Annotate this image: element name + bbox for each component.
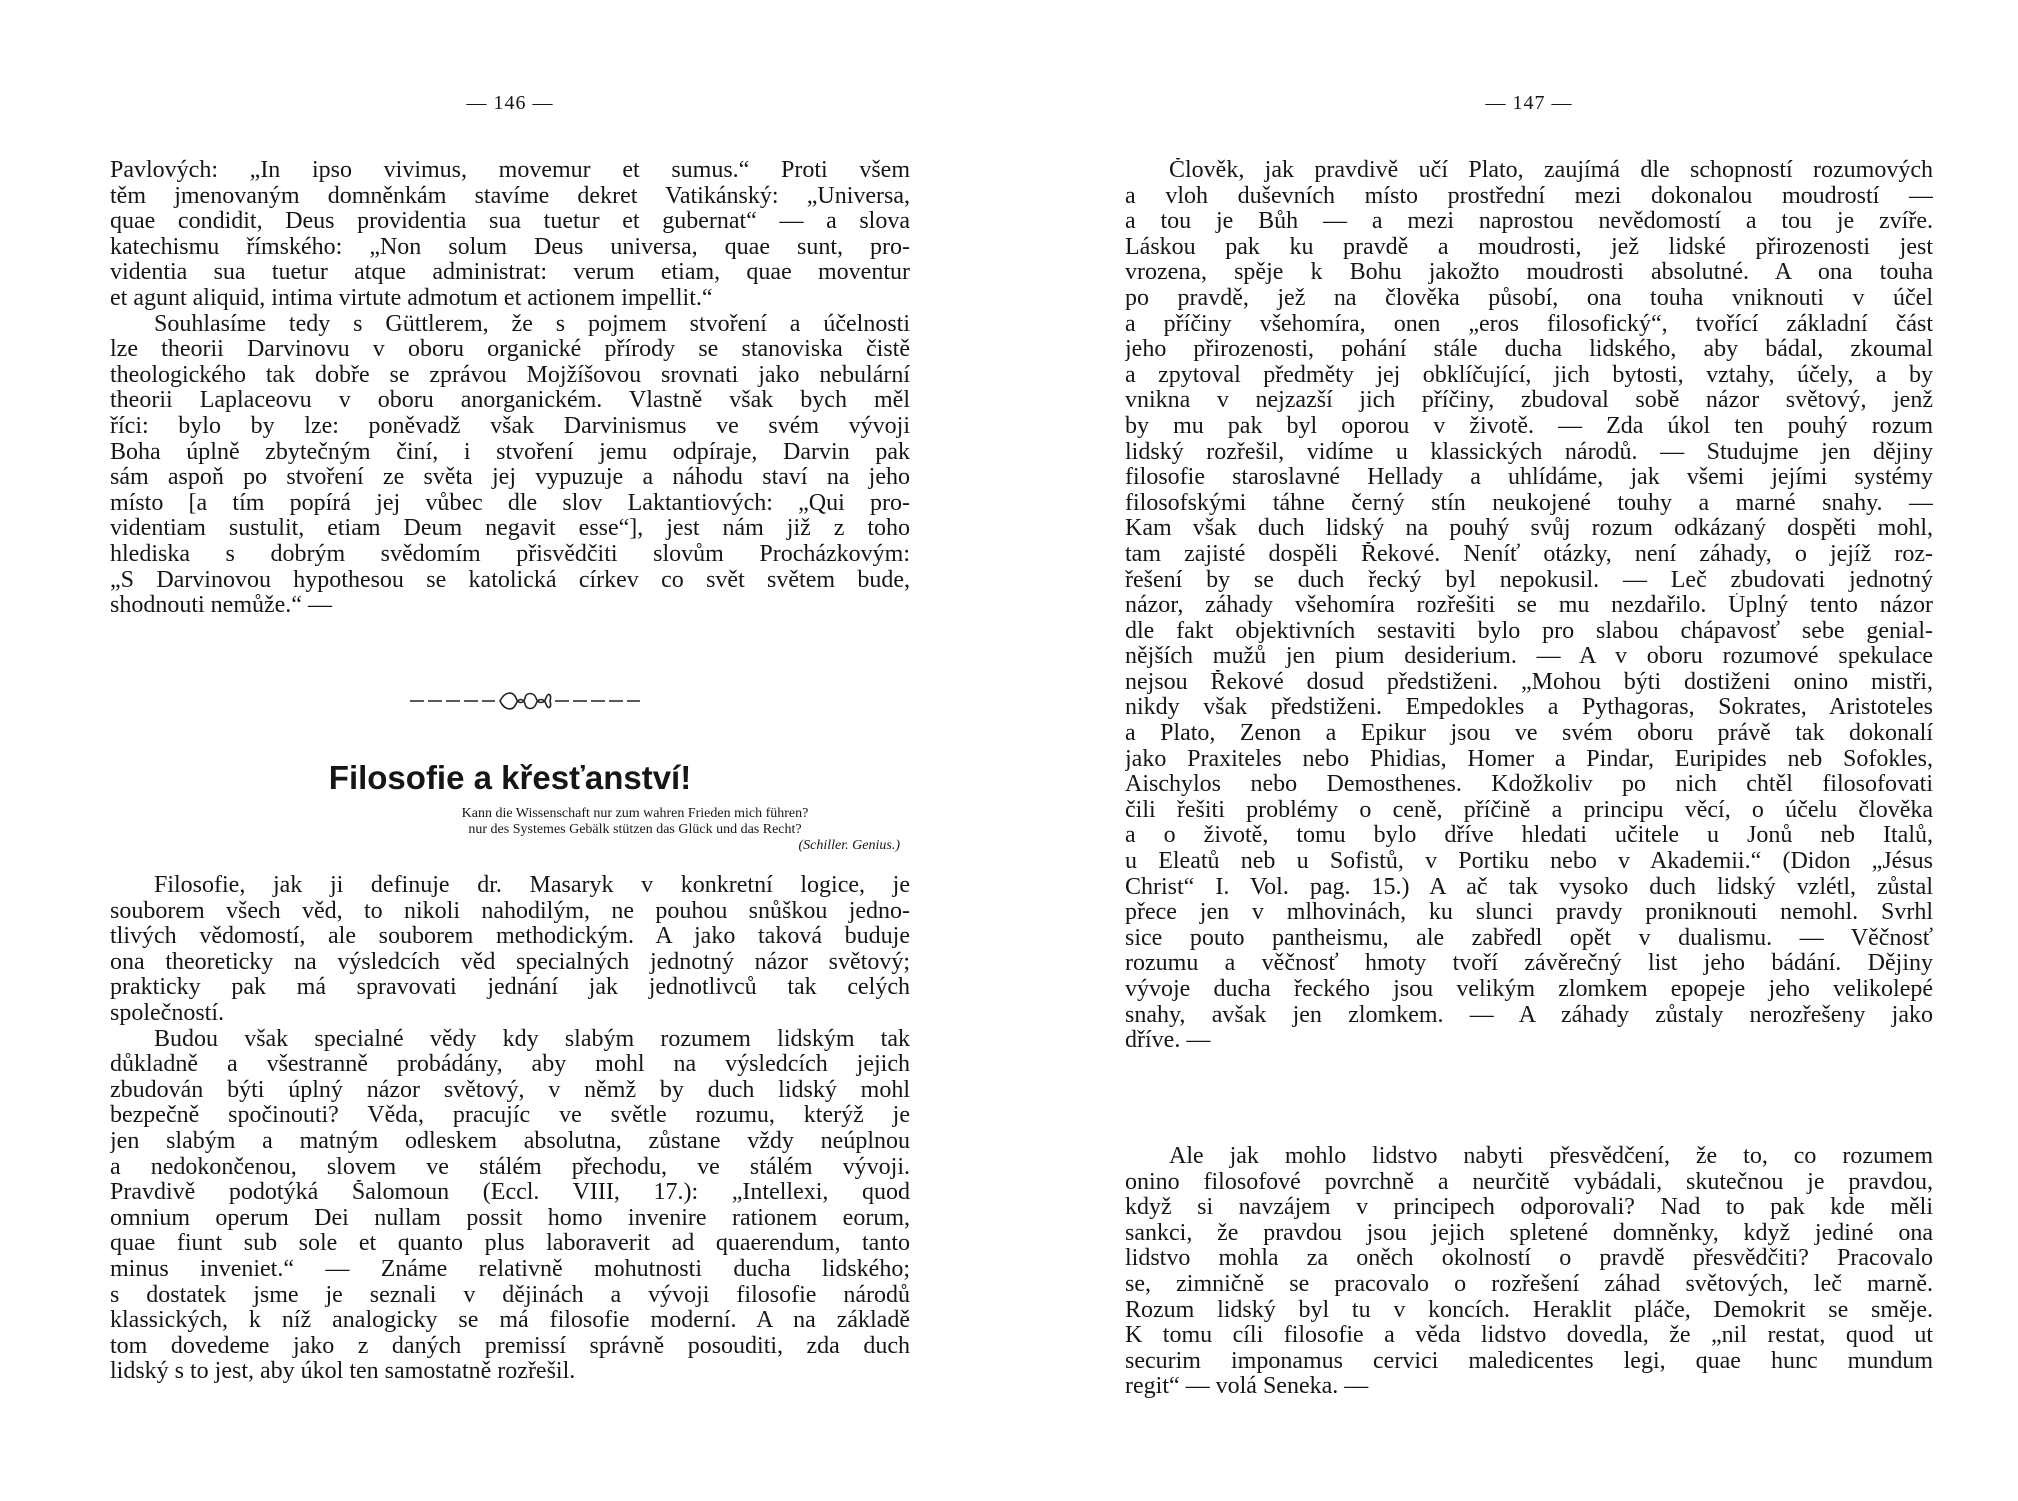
text-line: a Plato, Zenon a Epikur jsou ve svém oboru právě tak dokonalí	[1125, 721, 1933, 747]
text-line: nejsou Řekové dosud předstiženi. „Mohou býti dostiženi onino mistři,	[1125, 669, 1933, 695]
text-line: sankci, že pravdou jsou jejich spletené domněnky, když jediné ona	[1125, 1220, 1933, 1246]
text-line: Rozum lidský byl tu v koncích. Heraklit pláče, Demokrit se směje.	[1125, 1297, 1933, 1323]
ornament-divider	[410, 686, 640, 716]
text-line: po pravdě, jež na člověka působí, ona touha vniknouti v účel	[1125, 285, 1933, 311]
text-line: a nedokončenou, slovem ve stálém přechodu, ve stálém vývoji.	[110, 1154, 910, 1180]
text-line: Souhlasíme tedy s Güttlerem, že s pojmem stvoření a účelnosti	[154, 311, 910, 337]
text-line: lze theorii Darvinovu v oboru organické přírody se stanoviska čistě	[110, 337, 910, 363]
text-line: nějších mužů jen pium desiderium. — A v oboru rozumové spekulace	[1125, 644, 1933, 670]
text-line: quae fiunt sub sole et quanto plus laboraverit ad quaerendum, tanto	[110, 1231, 910, 1257]
page-number-left: — 146 —	[466, 92, 554, 114]
text-line: názor, záhady všehomíra rozřešiti se mu nezdařilo. Úplný tento názor	[1125, 593, 1933, 619]
right-text-block-2	[1125, 1144, 1933, 1400]
text-line: a tou je Bůh — a mezi naprostou nevědomostí a tou je zvíře.	[1125, 209, 1933, 235]
text-line: theologického tak dobře se zprávou Mojžíšovou srovnati jako nebulární	[110, 362, 910, 388]
text-line: jen slabým a matným odleskem absolutna, zůstane vždy neúplnou	[110, 1128, 910, 1154]
epigraph-source: (Schiller. Genius.)	[798, 838, 900, 853]
text-line: klassických, k níž analogicky se má filosofie moderní. A na základě	[110, 1308, 910, 1334]
text-line: Kam však duch lidský na pouhý svůj rozum odkázaný dospěti mohl,	[1125, 516, 1933, 542]
text-line: jako Praxiteles nebo Phidias, Homer a Pindar, Euripides neb Sofokles,	[1125, 746, 1933, 772]
text-line: Člověk, jak pravdivě učí Plato, zaujímá dle schopností rozumových	[1169, 158, 1933, 183]
text-line: lidstvo mohla za oněch okolností o pravdě přesvědčiti? Pracovalo	[1125, 1246, 1933, 1272]
text-line: et agunt aliquid, intima virtute admotum et actionem impellit.“	[110, 285, 713, 311]
text-line: prakticky pak má spravovati jednání jak jednotlivců tak celých	[110, 975, 910, 1001]
text-line: vývoje ducha řeckého jsou velikým zlomkem epopeje jeho velikolepé	[1125, 977, 1933, 1002]
text-line: říci: bylo by lze: poněvadž však Darvinismus ve svém vývoji	[110, 413, 910, 439]
text-line: sám aspoň po stvoření ze světa jej vypuzuje a náhodu staví na jeho	[110, 465, 910, 491]
epigraph-line-1: Kann die Wissenschaft nur zum wahren Frieden mich führen?	[461, 806, 809, 821]
text-line: čili řešiti problémy o ceně, příčině a principu věcí, o účelu člověka	[1125, 797, 1933, 823]
text-line: důkladně a všestranně probádány, aby mohl na výsledcích jejich	[110, 1052, 910, 1078]
text-line: Filosofie, jak ji definuje dr. Masaryk v konkretní logice, je	[154, 873, 910, 898]
text-line: se, zimničně se pracovalo o rozřešení záhad světových, leč marně.	[1125, 1271, 1933, 1297]
text-line: securim imponamus cervici maledicentes legi, quae hunc mundum	[1125, 1348, 1933, 1374]
text-line: regit“ — volá Seneka. —	[1125, 1374, 1369, 1400]
text-line: shodnouti nemůže.“ —	[110, 593, 332, 619]
text-line: quae condidit, Deus providentia sua tuetur et gubernat“ — a slova	[110, 209, 910, 235]
text-line: lidský s to jest, aby úkol ten samostatně rozřešil.	[110, 1359, 576, 1385]
right-text-block-1	[1125, 158, 1933, 1054]
text-line: Láskou pak ku pravdě a moudrosti, jež lidské přirozenosti jest	[1125, 234, 1933, 260]
text-line: řešení by se duch řecký byl nepokusil. — Leč zbudovati jednotný	[1125, 567, 1933, 593]
text-line: Budou však specialné vědy kdy slabým rozumem lidským tak	[154, 1026, 910, 1052]
text-line: omnium operum Dei nullam possit homo invenire rationem eorum,	[110, 1205, 910, 1231]
page-number-right: — 147 —	[1485, 92, 1573, 114]
text-line: theorii Laplaceovu v oboru anorganickém. Vlastně však bych měl	[110, 388, 910, 414]
text-line: K tomu cíli filosofie a věda lidstvo dovedla, že „nil restat, quod ut	[1125, 1323, 1933, 1349]
epigraph-line-2: nur des Systemes Gebälk stützen das Glück und das Recht?	[468, 822, 802, 837]
text-line: filosofie staroslavné Hellady a uhlídáme, jak všemi jejími systémy	[1125, 465, 1933, 491]
text-line: filosofskými táhne černý stín neukojené touhy a marné snahy. —	[1125, 490, 1933, 516]
text-line: a vloh duševních místo prostřední mezi dokonalou moudrostí —	[1125, 183, 1933, 209]
text-line: dle fakt objektivních sestaviti bylo pro slabou chápavosť sebe genial-	[1125, 618, 1933, 644]
text-line: a zpytoval předměty jej obklíčující, jich bytosti, vztahy, účely, a by	[1125, 362, 1933, 388]
text-line: videntiam sustulit, etiam Deum negavit esse“], jest nám již z toho	[110, 516, 910, 542]
text-line: místo [a tím popírá jej vůbec dle slov Laktantiových: „Qui pro-	[110, 490, 910, 516]
text-line: s dostatek jsme je seznali v dějinách a vývoji filosofie národů	[110, 1282, 910, 1308]
text-line: Christ“ I. Vol. pag. 15.) A ač tak vysoko duch lidský vzlétl, zůstal	[1125, 874, 1933, 900]
text-line: souborem všech věd, to nikoli nahodilým, ne pouhou snůškou jedno-	[110, 898, 910, 924]
text-line: Ale jak mohlo lidstvo nabyti přesvědčení, že to, co rozumem	[1169, 1144, 1933, 1169]
text-line: minus inveniet.“ — Známe relativně mohutnosti ducha lidského;	[110, 1256, 910, 1282]
text-line: a příčiny všehomíra, onen „eros filosofický“, tvořící základní část	[1125, 311, 1933, 337]
text-line: a o životě, tomu bylo dříve hledati učitele u Jonů neb Italů,	[1125, 823, 1933, 849]
text-line: nikdy však předstiženi. Empedokles a Pythagoras, Sokrates, Aristoteles	[1125, 695, 1933, 721]
left-text-block-1	[110, 158, 910, 619]
text-line: bezpečně spočinouti? Věda, pracujíc ve světle rozumu, kterýž je	[110, 1103, 910, 1129]
text-line: katechismu římského: „Non solum Deus universa, quae sunt, pro-	[110, 234, 910, 260]
text-line: dříve. —	[1125, 1028, 1211, 1054]
text-line: když si navzájem v principech odporovali? Nad to pak kde měli	[1125, 1195, 1933, 1221]
chapter-heading: Filosofie a křesťanství!	[328, 759, 692, 796]
text-line: u Eleatů neb u Sofistů, v Portiku nebo v Akademii.“ (Didon „Jésus	[1125, 849, 1933, 875]
text-line: přece jen v mlhovinách, ku slunci pravdy proniknouti nemohl. Svrhl	[1125, 900, 1933, 926]
text-line: tlivých vědomostí, ale souborem methodickým. A jako taková buduje	[110, 924, 910, 950]
text-line: onino filosofové povrchně a neurčitě vybádali, skutečnou je pravdou,	[1125, 1169, 1933, 1195]
text-line: ona theoreticky na výsledcích věd specialných jednotný názor světový;	[110, 949, 910, 975]
text-line: tom dovedeme jako z daných premissí správně posouditi, zda duch	[110, 1333, 910, 1359]
text-line: snahy, avšak jen zlomkem. — A záhady zůstaly nerozřešeny jako	[1125, 1002, 1933, 1028]
text-line: by mu pak byl oporou v životě. — Zda úkol ten pouhý rozum	[1125, 413, 1933, 439]
epigraph	[370, 806, 900, 854]
text-line: hlediska s dobrým svědomím přisvědčiti slovům Procházkovým:	[110, 541, 910, 567]
text-line: těm jmenovaným domněnkám stavíme dekret Vatikánský: „Universa,	[110, 183, 910, 209]
text-line: videntia sua tuetur atque administrat: verum etiam, quae moventur	[110, 260, 910, 286]
text-line: vnikna v nejzazší jich příčiny, zbudoval sobě názor světový, jenž	[1125, 388, 1933, 414]
text-line: Aischylos nebo Demosthenes. Kdožkoliv po nich chtěl filosofovati	[1125, 772, 1933, 798]
left-text-block-2	[110, 873, 910, 1385]
text-line: vrozena, spěje k Bohu jakožto moudrosti absolutné. A ona touha	[1125, 260, 1933, 286]
text-line: Pavlových: „In ipso vivimus, movemur et sumus.“ Proti všem	[110, 158, 910, 183]
text-line: Boha úplně zbytečným činí, i stvoření jemu odpíraje, Darvin pak	[110, 439, 910, 465]
text-line: tam zajisté dospěli Řekové. Neníť otázky, není záhady, o jejíž roz-	[1125, 541, 1933, 567]
text-line: rozumu a věčnosť hmoty tvoří závěrečný list jeho bádání. Dějiny	[1125, 951, 1933, 977]
text-line: „S Darvinovou hypothesou se katolická církev co svět světem bude,	[110, 567, 910, 593]
text-line: jeho přirozenosti, pohání stále ducha lidského, aby bádal, zkoumal	[1125, 337, 1933, 363]
text-line: Pravdivě podotýká Šalomoun (Eccl. VIII, 17.): „Intellexi, quod	[110, 1180, 910, 1206]
text-line: sice pouto pantheismu, ale zabředl opět v dualismu. — Věčnosť	[1125, 925, 1933, 951]
text-line: lidský rozřešil, vidíme u klassických národů. — Studujme jen dějiny	[1125, 439, 1933, 465]
text-line: společností.	[110, 1000, 224, 1026]
text-line: zbudován býti úplný názor světový, v němž by duch lidský mohl	[110, 1077, 910, 1103]
